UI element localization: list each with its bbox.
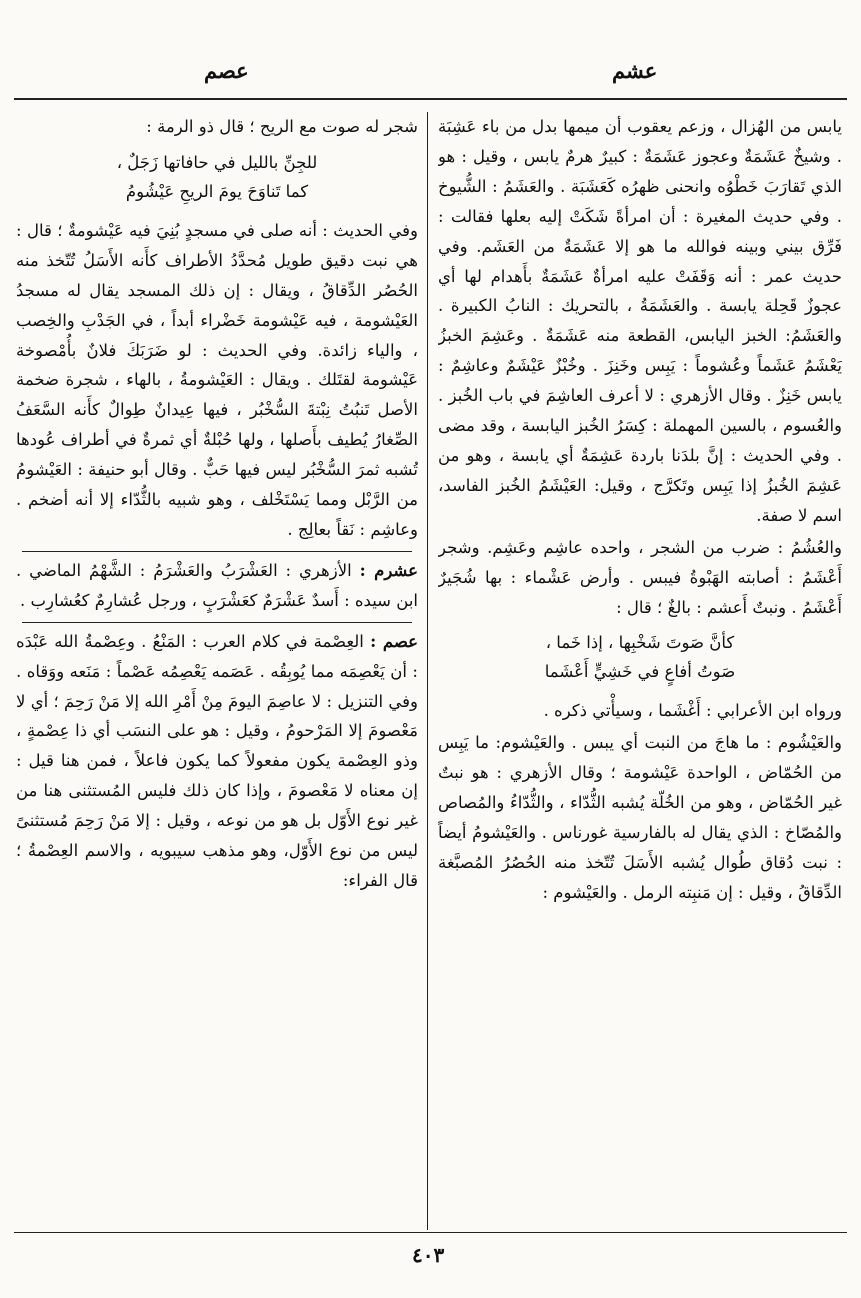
footer-rule (14, 1232, 847, 1233)
left-paragraph-2: وفي الحديث : أنه صلى في مسجدٍ بُنِيَ فيه عَيْشومةٌ ؛ قال : هي نبت دقيق طويل مُحدَّدُ الأطراف كأَنه الأَسَلُ تُتّخذ منه الحُصُر الدِّقاقُ ، ويقال : إن ذلك المسجد يقال له مسجدُ العَيْشومة ، فيه عَيْشومة خَضْراء أبداً ، في الجَدْبِ والخِصب ، والياء زائدة. وفي الحديث : لو ضَرَبَكَ فلانٌ بأُمْصوخة عَيْشومة لقتَلك . ويقال : العَيْشومةُ ، بالهاء ، شجرة ضخمة الأصل تَنبُتُ نِبْتةَ السُّخْبُر ، فيها عِيدانٌ طِوالٌ كأَنه السَّعَفُ الصِّغارُ يُطيف بأَصلها ، ولها حُبْلةٌ أي ثمرةٌ في أطراف عُودها تُشبه ثمرَ السُّخْبُر ليس فيها حَبٌّ . وقال أبو حنيفة : العَيْشومُ من الرَّبْل ومما يَسْتَخْلف ، وهو شبيه بالثُّدّاء إلا أنه أضخم . وعاشِم : نَقاً بعالِج . (16, 220, 418, 539)
left-verse-line-1: للجِنِّ بالليل في حافاتها زَجَلٌ ، (116, 152, 318, 172)
right-paragraph-1: يابس من الهُزال ، وزعم يعقوب أن ميمها بدل من باء عَشِبَة . وشيخٌ عَشَمَةٌ وعجوز عَشَمَةٌ : كبيرٌ هرمٌ يابس ، وقيل : هو الذي تَقارَبَ خَطْوُه وانحنى ظهرُه كَعَشَبَة . والعَشَمُ : الشُّيوخ . وفي حديث المغيرة : أن امرأةً شَكَتْ إليه بعلها فقالت : فَرِّق بيني وبينه فوالله ما هو إلا عَشَمَةٌ من العَشَم. وفي حديث عمر : أنه وَقَفَتْ عليه امرأةٌ عَشَمَةٌ بأَهدام لها أي عجوزٌ قَحِلة يابسة . والعَشَمَةُ ، بالتحريك : النابُ الكبيرة . والعَشَمُ: الخبز اليابس، القطعة منه عَشَمَةٌ . وعَشِمَ الخبزُ يَعْشَمُ عَشَماً وعُشوماً : يَبِس وخَنِزَ . وخُبْزٌ عَيْشَمٌ وعاشِمٌ : يابس خَنِزٌ . وقال الأزهري : لا أعرف العاشِمَ في باب الخُبز . والعُسوم ، بالسين المهملة : كِسَرُ الخُبز اليابسة ، وقد مضى . وفي الحديث : إنَّ بلدَنا باردة عَشِمَةٌ أي يابسة ، وهو من عَشِمَ الخُبزُ إذا يَبِس وتَكرَّج ، وقيل: العَيْشَمُ الخُبز الفاسد، اسم لا صفة. (438, 117, 842, 525)
right-paragraph-3: ورواه ابن الأعرابي : أَغْشَما ، وسيأْتي ذكره . (543, 701, 842, 721)
entry-asam-body: العِصْمة في كلام العرب : المَنْعُ . وعِصْمةُ الله عَبْدَه : أن يَعْصِمَه مما يُوبِقُه . عَصَمه يَعْصِمُه عَصْماً : مَنَعه ووَقاه . وفي التنزيل : لا عاصِمَ اليومَ مِنْ أَمْرِ الله إلا مَنْ رَحِمَ ؛ أي لا مَعْصومَ إلا المَرْحومُ ، وقيل : هو على النسَب أي ذا عِصْمةٍ ، وذو العِصْمة يكون مفعولاً كما يكون فاعلاً ، فمن هنا قيل : إن معناه لا مَعْصومَ ، وإذا كان ذلك فليس المُستثنى هنا من غير نوع الأَوّل بل هو من نوعه ، وقيل : إلا مَنْ رَحِمَ مُستثنىً ليس من نوع الأَوّل، وهو مذهب سيبويه ، والاسم العِصْمةُ ؛ قال الفراء: (16, 631, 418, 890)
header-rule (14, 98, 847, 100)
right-paragraph-2: والعُشُمُ : ضرب من الشجر ، واحده عاشِم وعَشِم. وشجر أَعْشَمُ : أصابته الهَبْوةُ فيبس . وأرض عَشْماء : بها شُجَيرٌ أَعْشَمُ . ونبتٌ أَعشم : بالغٌ ؛ قال : (438, 537, 842, 617)
left-column (16, 112, 418, 1228)
right-verse-line-2: صَوتُ أفاعٍ في خَشِيٍّ أَعْشَما (544, 662, 736, 682)
headword-left: عصم (204, 58, 249, 83)
right-paragraph-4: والعَيْشُوم : ما هاجَ من النبت أي يبس . والعَيْشوم: ما يَبِس من الحُمّاض ، الواحدة عَيْشومة ؛ وقال الأزهري : هو نبتٌ غير الحُمّاض ، وهو من الخُلّة يُشبه الثُّدّاء ، والثُّدّاءُ والمُصاص والمُصّاخ : الذي يقال له بالفارسية غورناس . والعَيْشومُ أيضاً : نبت دُقاق طُوال يُشبه الأَسَلَ تُتّخذ منه الحُصُرُ المُصبَّغة الدِّقاقُ ، وقيل : إن مَنبِته الرمل . والعَيْشوم : (438, 733, 842, 902)
right-verse (438, 628, 842, 686)
entry-ashram (16, 556, 418, 616)
left-paragraph-1: شجر له صوت مع الريح ؛ قال ذو الرمة : (146, 117, 418, 136)
right-column (438, 112, 842, 1228)
entry-ashram-body: الأزهري : العَشْرَبُ والعَشْرَمُ : الشَّهْمُ الماضي . ابن سيده : أَسدٌ عَشْرَمٌ كعَشْرَبٍ ، ورجل عُشارِمٌ كعُشارِب . (16, 560, 418, 610)
entry-asam (16, 627, 418, 896)
left-verse (16, 148, 418, 206)
entry-separator-2 (22, 622, 412, 623)
entry-separator-1 (22, 551, 412, 552)
entry-ashram-headword: عشرم : (359, 560, 418, 580)
left-verse-line-2: كما تَناوَحَ يومَ الريحِ عَيْشُومُ (125, 181, 309, 201)
entry-asam-headword: عصم : (370, 631, 418, 651)
headword-right: عشم (612, 58, 658, 83)
right-verse-line-1: كأنَّ صَوتَ شَخْبِها ، إذا خَما ، (545, 633, 735, 653)
column-divider (427, 112, 428, 1230)
page-number: ٤٠٣ (412, 1243, 445, 1267)
